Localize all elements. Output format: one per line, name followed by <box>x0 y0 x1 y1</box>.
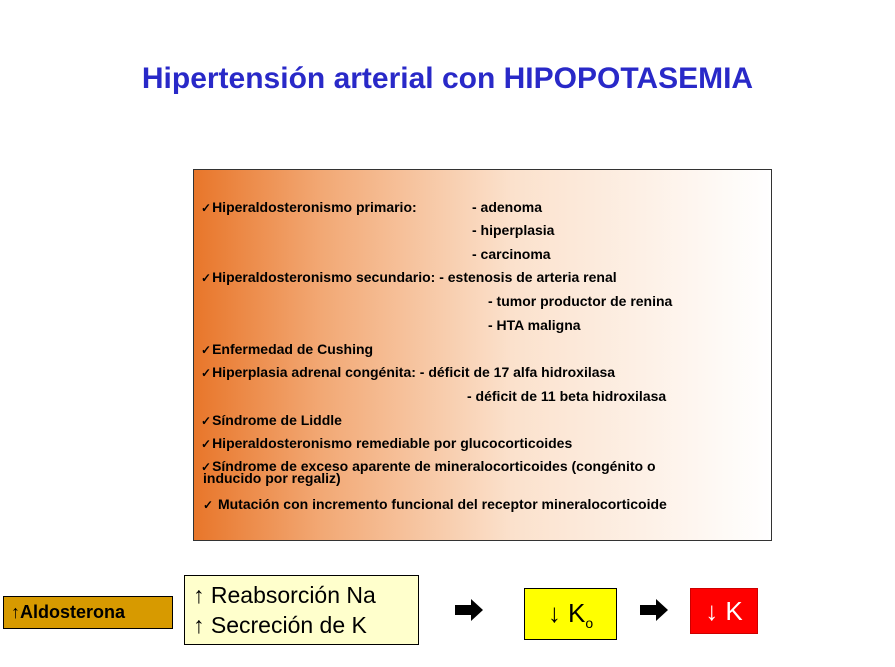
cause-exceso-line1: Síndrome de exceso aparente de mineralocorticoides (congénito o <box>212 458 656 474</box>
cause-mutacion-label: Mutación con incremento funcional del receptor mineralocorticoide <box>217 496 667 512</box>
check-icon: ✓ <box>201 460 212 474</box>
cause-primario-label: Hiperaldosteronismo primario: <box>212 199 417 215</box>
reabsorcion-line: ↑ Reabsorción Na <box>193 582 376 608</box>
cause-cushing-label: Enfermedad de Cushing <box>212 341 374 357</box>
check-icon: ✓ <box>201 201 212 215</box>
cause-mutacion <box>203 496 667 513</box>
sub-tumor: - tumor productor de renina <box>488 293 673 309</box>
cause-hiperplasia-label: Hiperplasia adrenal congénita: - déficit de 17 alfa hidroxilasa <box>212 364 616 380</box>
ko-label: ↓ K <box>547 598 586 628</box>
arrow-right-icon <box>638 597 670 623</box>
cause-liddle-label: Síndrome de Liddle <box>212 412 342 428</box>
check-icon: ✓ <box>201 437 212 451</box>
cause-primario <box>201 199 417 216</box>
cause-remediable-label: Hiperaldosteronismo remediable por glucocorticoides <box>212 435 573 451</box>
check-icon: ✓ <box>201 414 212 428</box>
reabsorcion-box <box>184 575 419 645</box>
cause-secundario <box>201 269 617 286</box>
ko-subscript: o <box>585 615 594 632</box>
cause-liddle <box>201 412 342 429</box>
check-icon: ✓ <box>201 271 212 285</box>
k-result-box: ↓ K <box>690 588 758 634</box>
page-title: Hipertensión arterial con HIPOPOTASEMIA <box>141 62 754 95</box>
cause-exceso-line2: inducido por regaliz) <box>203 470 341 486</box>
arrow-right-icon <box>453 597 485 623</box>
cause-secundario-label: Hiperaldosteronismo secundario: - estenosis de arteria renal <box>212 269 617 285</box>
check-icon: ✓ <box>201 343 212 357</box>
cause-hiperplasia <box>201 364 615 381</box>
check-icon: ✓ <box>203 498 214 512</box>
check-icon: ✓ <box>201 366 212 380</box>
sub-adenoma: - adenoma <box>472 199 543 215</box>
sub-hiperplasia: - hiperplasia <box>472 222 555 238</box>
ko-box <box>524 588 617 640</box>
aldosterona-box: ↑Aldosterona <box>3 596 173 629</box>
sub-11-beta: - déficit de 11 beta hidroxilasa <box>467 388 667 404</box>
sub-carcinoma: - carcinoma <box>472 246 551 262</box>
secrecion-line: ↑ Secreción de K <box>193 612 367 638</box>
sub-hta: - HTA maligna <box>488 317 581 333</box>
cause-remediable <box>201 435 572 452</box>
cause-cushing <box>201 341 373 358</box>
